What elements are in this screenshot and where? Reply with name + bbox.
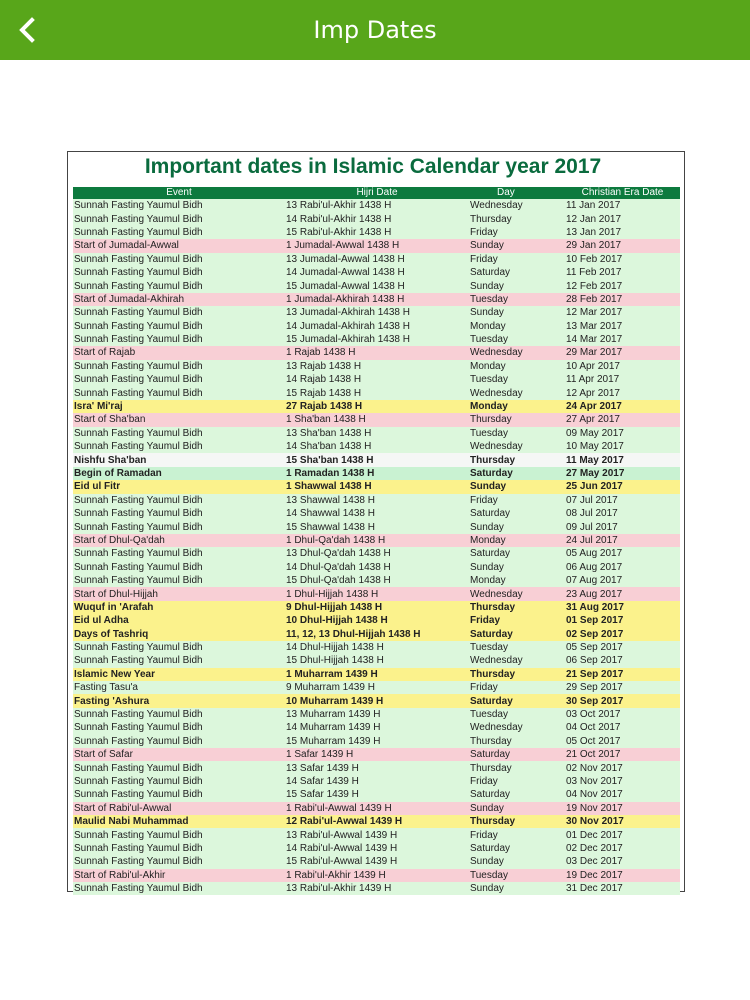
event-cell: Sunnah Fasting Yaumul Bidh: [73, 373, 285, 386]
day-cell: Thursday: [469, 453, 565, 466]
hijri-date-cell: 15 Dhul-Qa'dah 1438 H: [285, 574, 469, 587]
christian-date-cell: 13 Jan 2017: [565, 226, 680, 239]
hijri-date-cell: 13 Rabi'ul-Akhir 1438 H: [285, 199, 469, 212]
day-cell: Saturday: [469, 266, 565, 279]
table-row: [73, 386, 680, 399]
hijri-date-cell: 1 Dhul-Hijjah 1438 H: [285, 587, 469, 600]
christian-date-cell: 31 Dec 2017: [565, 882, 680, 895]
day-cell: Friday: [469, 253, 565, 266]
hijri-date-cell: 14 Jumadal-Akhirah 1438 H: [285, 320, 469, 333]
event-cell: Sunnah Fasting Yaumul Bidh: [73, 279, 285, 292]
table-row: [73, 788, 680, 801]
event-cell: Sunnah Fasting Yaumul Bidh: [73, 386, 285, 399]
table-row: [73, 628, 680, 641]
event-cell: Start of Jumadal-Akhirah: [73, 293, 285, 306]
event-cell: Sunnah Fasting Yaumul Bidh: [73, 654, 285, 667]
table-row: [73, 467, 680, 480]
hijri-date-cell: 1 Sha'ban 1438 H: [285, 413, 469, 426]
table-row: [73, 641, 680, 654]
column-header-hijri: Hijri Date: [285, 187, 469, 199]
event-cell: Sunnah Fasting Yaumul Bidh: [73, 641, 285, 654]
hijri-date-cell: 1 Muharram 1439 H: [285, 668, 469, 681]
table-row: [73, 480, 680, 493]
hijri-date-cell: 13 Rajab 1438 H: [285, 360, 469, 373]
christian-date-cell: 05 Sep 2017: [565, 641, 680, 654]
event-cell: Eid ul Adha: [73, 614, 285, 627]
table-row: [73, 574, 680, 587]
table-row: [73, 413, 680, 426]
page-title: Imp Dates: [313, 16, 437, 44]
hijri-date-cell: 10 Muharram 1439 H: [285, 694, 469, 707]
hijri-date-cell: 15 Rabi'ul-Akhir 1438 H: [285, 226, 469, 239]
christian-date-cell: 11 Jan 2017: [565, 199, 680, 212]
day-cell: Wednesday: [469, 721, 565, 734]
hijri-date-cell: 10 Dhul-Hijjah 1438 H: [285, 614, 469, 627]
table-row: [73, 333, 680, 346]
hijri-date-cell: 14 Muharram 1439 H: [285, 721, 469, 734]
hijri-date-cell: 15 Safar 1439 H: [285, 788, 469, 801]
hijri-date-cell: 13 Rabi'ul-Akhir 1439 H: [285, 882, 469, 895]
table-row: [73, 654, 680, 667]
hijri-date-cell: 15 Muharram 1439 H: [285, 735, 469, 748]
event-cell: Sunnah Fasting Yaumul Bidh: [73, 761, 285, 774]
event-cell: Sunnah Fasting Yaumul Bidh: [73, 440, 285, 453]
christian-date-cell: 19 Nov 2017: [565, 802, 680, 815]
day-cell: Saturday: [469, 842, 565, 855]
christian-date-cell: 11 Apr 2017: [565, 373, 680, 386]
hijri-date-cell: 11, 12, 13 Dhul-Hijjah 1438 H: [285, 628, 469, 641]
event-cell: Days of Tashriq: [73, 628, 285, 641]
christian-date-cell: 12 Jan 2017: [565, 212, 680, 225]
table-row: [73, 293, 680, 306]
hijri-date-cell: 14 Dhul-Hijjah 1438 H: [285, 641, 469, 654]
event-cell: Start of Rabi'ul-Awwal: [73, 802, 285, 815]
event-cell: Sunnah Fasting Yaumul Bidh: [73, 507, 285, 520]
hijri-date-cell: 13 Muharram 1439 H: [285, 708, 469, 721]
christian-date-cell: 12 Feb 2017: [565, 279, 680, 292]
table-header-row: [73, 187, 680, 199]
day-cell: Tuesday: [469, 333, 565, 346]
day-cell: Thursday: [469, 761, 565, 774]
event-cell: Start of Jumadal-Awwal: [73, 239, 285, 252]
event-cell: Begin of Ramadan: [73, 467, 285, 480]
table-row: [73, 694, 680, 707]
hijri-date-cell: 1 Ramadan 1438 H: [285, 467, 469, 480]
table-row: [73, 306, 680, 319]
christian-date-cell: 09 May 2017: [565, 427, 680, 440]
christian-date-cell: 12 Mar 2017: [565, 306, 680, 319]
event-cell: Sunnah Fasting Yaumul Bidh: [73, 735, 285, 748]
table-row: [73, 708, 680, 721]
day-cell: Thursday: [469, 815, 565, 828]
event-cell: Sunnah Fasting Yaumul Bidh: [73, 226, 285, 239]
christian-date-cell: 23 Aug 2017: [565, 587, 680, 600]
christian-date-cell: 07 Jul 2017: [565, 494, 680, 507]
day-cell: Wednesday: [469, 199, 565, 212]
table-row: [73, 761, 680, 774]
event-cell: Sunnah Fasting Yaumul Bidh: [73, 788, 285, 801]
dates-table: [73, 187, 680, 895]
table-row: [73, 775, 680, 788]
day-cell: Thursday: [469, 413, 565, 426]
hijri-date-cell: 1 Rabi'ul-Akhir 1439 H: [285, 869, 469, 882]
hijri-date-cell: 15 Rabi'ul-Awwal 1439 H: [285, 855, 469, 868]
day-cell: Saturday: [469, 748, 565, 761]
table-row: [73, 320, 680, 333]
christian-date-cell: 03 Nov 2017: [565, 775, 680, 788]
christian-date-cell: 04 Nov 2017: [565, 788, 680, 801]
hijri-date-cell: 15 Shawwal 1438 H: [285, 520, 469, 533]
event-cell: Sunnah Fasting Yaumul Bidh: [73, 547, 285, 560]
day-cell: Sunday: [469, 306, 565, 319]
christian-date-cell: 02 Sep 2017: [565, 628, 680, 641]
christian-date-cell: 06 Aug 2017: [565, 561, 680, 574]
table-row: [73, 199, 680, 212]
document-title: Important dates in Islamic Calendar year 2017: [144, 155, 602, 178]
day-cell: Sunday: [469, 480, 565, 493]
column-header-day: Day: [469, 187, 565, 199]
day-cell: Tuesday: [469, 641, 565, 654]
table-row: [73, 681, 680, 694]
day-cell: Monday: [469, 400, 565, 413]
day-cell: Wednesday: [469, 346, 565, 359]
hijri-date-cell: 13 Sha'ban 1438 H: [285, 427, 469, 440]
day-cell: Wednesday: [469, 654, 565, 667]
event-cell: Sunnah Fasting Yaumul Bidh: [73, 775, 285, 788]
event-cell: Sunnah Fasting Yaumul Bidh: [73, 427, 285, 440]
event-cell: Sunnah Fasting Yaumul Bidh: [73, 266, 285, 279]
christian-date-cell: 05 Oct 2017: [565, 735, 680, 748]
day-cell: Thursday: [469, 212, 565, 225]
event-cell: Sunnah Fasting Yaumul Bidh: [73, 574, 285, 587]
event-cell: Nishfu Sha'ban: [73, 453, 285, 466]
event-cell: Fasting Tasu'a: [73, 681, 285, 694]
hijri-date-cell: 9 Muharram 1439 H: [285, 681, 469, 694]
christian-date-cell: 03 Oct 2017: [565, 708, 680, 721]
event-cell: Fasting 'Ashura: [73, 694, 285, 707]
christian-date-cell: 28 Feb 2017: [565, 293, 680, 306]
hijri-date-cell: 1 Jumadal-Awwal 1438 H: [285, 239, 469, 252]
event-cell: Sunnah Fasting Yaumul Bidh: [73, 520, 285, 533]
christian-date-cell: 02 Nov 2017: [565, 761, 680, 774]
hijri-date-cell: 1 Shawwal 1438 H: [285, 480, 469, 493]
day-cell: Wednesday: [469, 587, 565, 600]
hijri-date-cell: 1 Rajab 1438 H: [285, 346, 469, 359]
event-cell: Sunnah Fasting Yaumul Bidh: [73, 721, 285, 734]
event-cell: Sunnah Fasting Yaumul Bidh: [73, 212, 285, 225]
event-cell: Eid ul Fitr: [73, 480, 285, 493]
day-cell: Friday: [469, 828, 565, 841]
hijri-date-cell: 14 Rabi'ul-Awwal 1439 H: [285, 842, 469, 855]
hijri-date-cell: 12 Rabi'ul-Awwal 1439 H: [285, 815, 469, 828]
hijri-date-cell: 1 Dhul-Qa'dah 1438 H: [285, 534, 469, 547]
table-row: [73, 360, 680, 373]
hijri-date-cell: 15 Jumadal-Akhirah 1438 H: [285, 333, 469, 346]
column-header-date: Christian Era Date: [565, 187, 680, 199]
app-bar: [0, 0, 750, 60]
christian-date-cell: 30 Sep 2017: [565, 694, 680, 707]
hijri-date-cell: 1 Jumadal-Akhirah 1438 H: [285, 293, 469, 306]
day-cell: Friday: [469, 226, 565, 239]
event-cell: Wuquf in 'Arafah: [73, 601, 285, 614]
day-cell: Friday: [469, 681, 565, 694]
day-cell: Saturday: [469, 507, 565, 520]
table-row: [73, 721, 680, 734]
day-cell: Thursday: [469, 735, 565, 748]
hijri-date-cell: 13 Safar 1439 H: [285, 761, 469, 774]
hijri-date-cell: 15 Sha'ban 1438 H: [285, 453, 469, 466]
christian-date-cell: 29 Mar 2017: [565, 346, 680, 359]
christian-date-cell: 14 Mar 2017: [565, 333, 680, 346]
event-cell: Start of Dhul-Hijjah: [73, 587, 285, 600]
table-row: [73, 561, 680, 574]
christian-date-cell: 01 Sep 2017: [565, 614, 680, 627]
christian-date-cell: 24 Jul 2017: [565, 534, 680, 547]
calendar-document-image: [67, 151, 685, 895]
event-cell: Sunnah Fasting Yaumul Bidh: [73, 828, 285, 841]
event-cell: Start of Safar: [73, 748, 285, 761]
day-cell: Friday: [469, 494, 565, 507]
hijri-date-cell: 13 Jumadal-Akhirah 1438 H: [285, 306, 469, 319]
table-row: [73, 828, 680, 841]
day-cell: Monday: [469, 360, 565, 373]
hijri-date-cell: 14 Safar 1439 H: [285, 775, 469, 788]
christian-date-cell: 04 Oct 2017: [565, 721, 680, 734]
day-cell: Friday: [469, 775, 565, 788]
day-cell: Sunday: [469, 855, 565, 868]
table-row: [73, 520, 680, 533]
event-cell: Sunnah Fasting Yaumul Bidh: [73, 855, 285, 868]
hijri-date-cell: 14 Rabi'ul-Akhir 1438 H: [285, 212, 469, 225]
table-row: [73, 226, 680, 239]
table-row: [73, 440, 680, 453]
day-cell: Thursday: [469, 601, 565, 614]
table-row: [73, 494, 680, 507]
day-cell: Wednesday: [469, 440, 565, 453]
hijri-date-cell: 9 Dhul-Hijjah 1438 H: [285, 601, 469, 614]
hijri-date-cell: 13 Dhul-Qa'dah 1438 H: [285, 547, 469, 560]
event-cell: Sunnah Fasting Yaumul Bidh: [73, 561, 285, 574]
christian-date-cell: 24 Apr 2017: [565, 400, 680, 413]
event-cell: Start of Rabi'ul-Akhir: [73, 869, 285, 882]
day-cell: Saturday: [469, 788, 565, 801]
day-cell: Monday: [469, 534, 565, 547]
event-cell: Sunnah Fasting Yaumul Bidh: [73, 199, 285, 212]
event-cell: Maulid Nabi Muhammad: [73, 815, 285, 828]
table-row: [73, 253, 680, 266]
table-row: [73, 882, 680, 895]
day-cell: Monday: [469, 574, 565, 587]
table-row: [73, 212, 680, 225]
day-cell: Sunday: [469, 882, 565, 895]
event-cell: Start of Rajab: [73, 346, 285, 359]
christian-date-cell: 10 Apr 2017: [565, 360, 680, 373]
table-row: [73, 587, 680, 600]
christian-date-cell: 07 Aug 2017: [565, 574, 680, 587]
event-cell: Sunnah Fasting Yaumul Bidh: [73, 253, 285, 266]
hijri-date-cell: 1 Safar 1439 H: [285, 748, 469, 761]
day-cell: Sunday: [469, 561, 565, 574]
event-cell: Islamic New Year: [73, 668, 285, 681]
christian-date-cell: 27 Apr 2017: [565, 413, 680, 426]
christian-date-cell: 19 Dec 2017: [565, 869, 680, 882]
event-cell: Sunnah Fasting Yaumul Bidh: [73, 320, 285, 333]
day-cell: Saturday: [469, 547, 565, 560]
christian-date-cell: 06 Sep 2017: [565, 654, 680, 667]
christian-date-cell: 10 Feb 2017: [565, 253, 680, 266]
day-cell: Sunday: [469, 520, 565, 533]
event-cell: Sunnah Fasting Yaumul Bidh: [73, 306, 285, 319]
hijri-date-cell: 13 Shawwal 1438 H: [285, 494, 469, 507]
christian-date-cell: 09 Jul 2017: [565, 520, 680, 533]
day-cell: Tuesday: [469, 293, 565, 306]
day-cell: Thursday: [469, 668, 565, 681]
christian-date-cell: 21 Oct 2017: [565, 748, 680, 761]
table-row: [73, 453, 680, 466]
day-cell: Saturday: [469, 628, 565, 641]
christian-date-cell: 29 Jan 2017: [565, 239, 680, 252]
day-cell: Sunday: [469, 802, 565, 815]
christian-date-cell: 21 Sep 2017: [565, 668, 680, 681]
hijri-date-cell: 14 Rajab 1438 H: [285, 373, 469, 386]
hijri-date-cell: 1 Rabi'ul-Awwal 1439 H: [285, 802, 469, 815]
table-row: [73, 547, 680, 560]
day-cell: Sunday: [469, 239, 565, 252]
christian-date-cell: 02 Dec 2017: [565, 842, 680, 855]
table-row: [73, 802, 680, 815]
event-cell: Sunnah Fasting Yaumul Bidh: [73, 494, 285, 507]
day-cell: Saturday: [469, 694, 565, 707]
table-row: [73, 601, 680, 614]
day-cell: Friday: [469, 614, 565, 627]
hijri-date-cell: 15 Jumadal-Awwal 1438 H: [285, 279, 469, 292]
christian-date-cell: 13 Mar 2017: [565, 320, 680, 333]
day-cell: Monday: [469, 320, 565, 333]
event-cell: Sunnah Fasting Yaumul Bidh: [73, 360, 285, 373]
day-cell: Sunday: [469, 279, 565, 292]
column-header-event: Event: [73, 187, 285, 199]
table-row: [73, 427, 680, 440]
table-row: [73, 279, 680, 292]
christian-date-cell: 05 Aug 2017: [565, 547, 680, 560]
hijri-date-cell: 14 Jumadal-Awwal 1438 H: [285, 266, 469, 279]
event-cell: Sunnah Fasting Yaumul Bidh: [73, 333, 285, 346]
event-cell: Sunnah Fasting Yaumul Bidh: [73, 882, 285, 895]
christian-date-cell: 01 Dec 2017: [565, 828, 680, 841]
christian-date-cell: 11 May 2017: [565, 453, 680, 466]
christian-date-cell: 31 Aug 2017: [565, 601, 680, 614]
table-row: [73, 266, 680, 279]
hijri-date-cell: 13 Rabi'ul-Awwal 1439 H: [285, 828, 469, 841]
hijri-date-cell: 14 Sha'ban 1438 H: [285, 440, 469, 453]
christian-date-cell: 11 Feb 2017: [565, 266, 680, 279]
table-row: [73, 735, 680, 748]
table-row: [73, 373, 680, 386]
hijri-date-cell: 13 Jumadal-Awwal 1438 H: [285, 253, 469, 266]
table-row: [73, 614, 680, 627]
hijri-date-cell: 14 Shawwal 1438 H: [285, 507, 469, 520]
table-row: [73, 668, 680, 681]
christian-date-cell: 29 Sep 2017: [565, 681, 680, 694]
day-cell: Tuesday: [469, 373, 565, 386]
table-row: [73, 869, 680, 882]
event-cell: Sunnah Fasting Yaumul Bidh: [73, 708, 285, 721]
christian-date-cell: 10 May 2017: [565, 440, 680, 453]
day-cell: Wednesday: [469, 386, 565, 399]
christian-date-cell: 27 May 2017: [565, 467, 680, 480]
event-cell: Start of Dhul-Qa'dah: [73, 534, 285, 547]
table-row: [73, 507, 680, 520]
christian-date-cell: 25 Jun 2017: [565, 480, 680, 493]
day-cell: Tuesday: [469, 427, 565, 440]
table-row: [73, 534, 680, 547]
table-row: [73, 815, 680, 828]
event-cell: Isra' Mi'raj: [73, 400, 285, 413]
event-cell: Sunnah Fasting Yaumul Bidh: [73, 842, 285, 855]
table-row: [73, 346, 680, 359]
table-row: [73, 239, 680, 252]
event-cell: Start of Sha'ban: [73, 413, 285, 426]
table-row: [73, 400, 680, 413]
day-cell: Tuesday: [469, 708, 565, 721]
hijri-date-cell: 15 Dhul-Hijjah 1438 H: [285, 654, 469, 667]
table-row: [73, 748, 680, 761]
christian-date-cell: 03 Dec 2017: [565, 855, 680, 868]
christian-date-cell: 12 Apr 2017: [565, 386, 680, 399]
hijri-date-cell: 14 Dhul-Qa'dah 1438 H: [285, 561, 469, 574]
day-cell: Tuesday: [469, 869, 565, 882]
christian-date-cell: 30 Nov 2017: [565, 815, 680, 828]
hijri-date-cell: 27 Rajab 1438 H: [285, 400, 469, 413]
day-cell: Saturday: [469, 467, 565, 480]
table-row: [73, 842, 680, 855]
table-row: [73, 855, 680, 868]
hijri-date-cell: 15 Rajab 1438 H: [285, 386, 469, 399]
christian-date-cell: 08 Jul 2017: [565, 507, 680, 520]
